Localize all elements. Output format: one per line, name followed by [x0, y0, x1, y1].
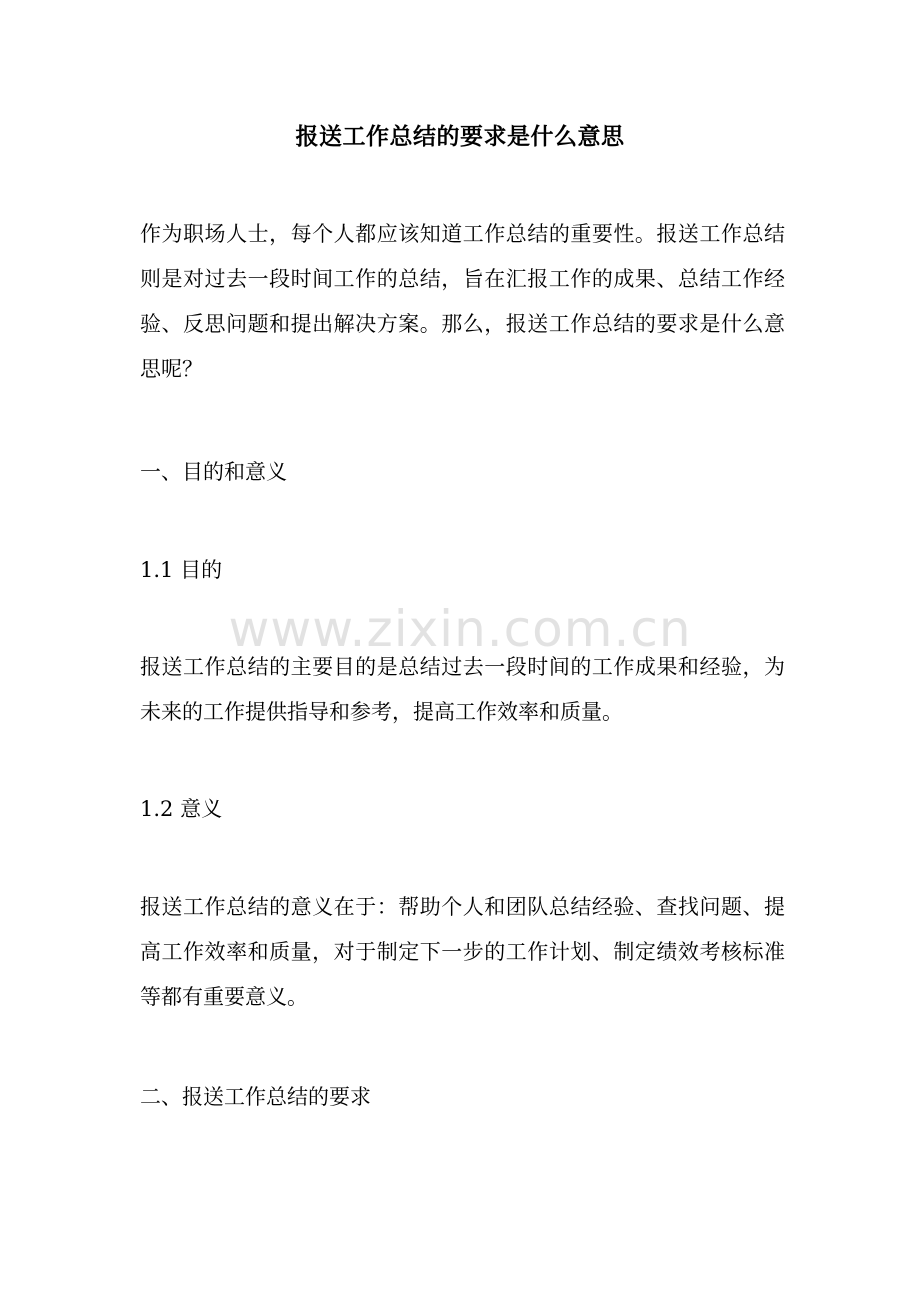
subsection-1-1-body: 报送工作总结的主要目的是总结过去一段时间的工作成果和经验，为未来的工作提供指导和参考，提高工作效率和质量。	[140, 655, 785, 724]
intro-paragraph: 作为职场人士，每个人都应该知道工作总结的重要性。报送工作总结则是对过去一段时间工作的总结，旨在汇报工作的成果、总结工作经验、反思问题和提出解决方案。那么，报送工作总结的要求是什么意思呢？	[140, 222, 785, 381]
subsection-1-2-body: 报送工作总结的意义在于：帮助个人和团队总结经验、查找问题、提高工作效率和质量，对于制定下一步的工作计划、制定绩效考核标准等都有重要意义。	[140, 895, 785, 1009]
site-watermark: www.zixin.com.cn	[228, 600, 692, 658]
document-title: 报送工作总结的要求是什么意思	[295, 123, 625, 150]
subsection-1-2-heading: 1.2 意义	[140, 797, 223, 821]
subsection-1-1-heading: 1.1 目的	[140, 558, 223, 582]
section-1-heading: 一、目的和意义	[140, 460, 287, 484]
section-2-heading: 二、报送工作总结的要求	[140, 1085, 371, 1109]
